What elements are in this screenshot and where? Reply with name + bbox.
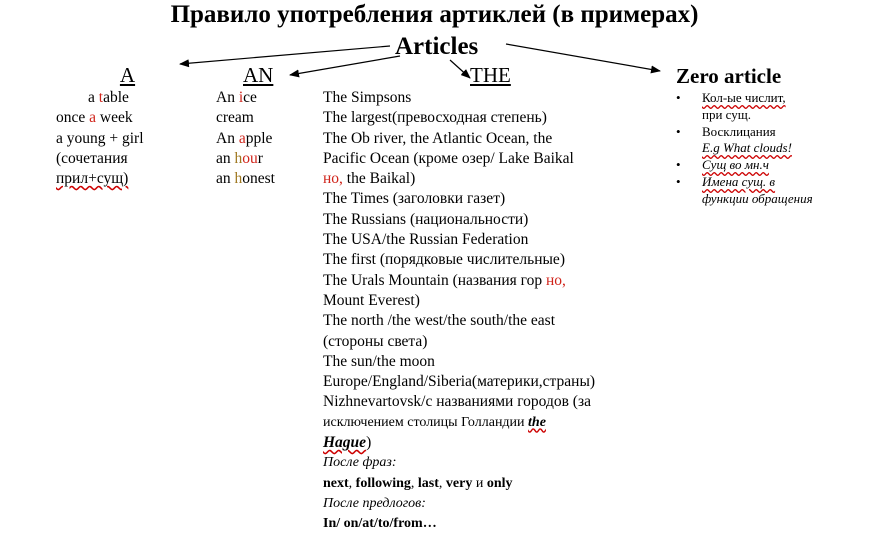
column-the-examples xyxy=(323,88,595,535)
example-a-table: a table xyxy=(88,89,129,106)
bullet-icon: • xyxy=(676,123,681,139)
the-line: The Simpsons xyxy=(323,89,412,106)
column-a-examples xyxy=(56,88,144,189)
the-line: После фраз: xyxy=(323,455,397,471)
the-line: Nizhnevartovsk/с названиями городов (за xyxy=(323,393,591,411)
the-line: The largest(превосходная степень) xyxy=(323,109,547,127)
the-line: The Russians (национальности) xyxy=(323,210,529,228)
bullet-icon: • xyxy=(676,90,681,105)
example-an-ice: An ice xyxy=(216,89,257,106)
heading-a: A xyxy=(119,63,136,87)
the-line: The north /the west/the south/the east xyxy=(323,312,556,330)
articles-label: Articles xyxy=(395,33,479,60)
the-line: next, following, last, very и only xyxy=(323,475,513,491)
arrow-to-the xyxy=(450,60,470,78)
bullet-icon: • xyxy=(676,173,681,189)
list-item: • Имена сущ. в функции обращения xyxy=(676,173,813,206)
example-once-a-week: once a week xyxy=(56,109,133,127)
column-an-examples xyxy=(216,88,275,189)
the-line: исключением столицы Голландии the xyxy=(323,414,546,430)
the-line: Pacific Ocean (кроме озер/ Lake Baikal xyxy=(323,149,574,167)
the-line: The Ob river, the Atlantic Ocean, the xyxy=(323,129,553,147)
the-line: (стороны света) xyxy=(323,332,428,350)
heading-zero-article: Zero article xyxy=(676,64,782,88)
example-cream: cream xyxy=(216,109,254,127)
heading-the: THE xyxy=(470,63,511,87)
the-line: In/ on/at/to/from… xyxy=(323,516,437,532)
list-item: • Сущ во мн.ч xyxy=(676,157,769,173)
example-young-girl: a young + girl xyxy=(56,129,144,147)
list-item: • Кол-ые числит, при сущ. xyxy=(676,90,786,122)
the-line: The Urals Mountain (названия гор но, xyxy=(323,271,566,289)
arrow-to-zero xyxy=(506,44,660,71)
example-an-apple: An apple xyxy=(216,129,273,147)
example-an-honest: an honest xyxy=(216,170,275,188)
bullet-icon: • xyxy=(676,157,681,173)
note-combination: (сочетания xyxy=(56,149,128,167)
the-line: The sun/the moon xyxy=(323,352,435,370)
heading-an: AN xyxy=(243,63,274,87)
arrow-to-an xyxy=(290,56,400,75)
the-line: После предлогов: xyxy=(323,495,426,511)
the-line: The Times (заголовки газет) xyxy=(323,190,506,208)
zero-article-list xyxy=(674,90,813,208)
the-line: Mount Everest) xyxy=(323,291,420,309)
the-line: The first (порядковые числительные) xyxy=(323,251,565,269)
list-item: • Восклицания E.g What clouds! xyxy=(676,123,792,156)
example-an-hour: an hour xyxy=(216,149,263,167)
the-line: но, the Baikal) xyxy=(323,170,416,188)
the-line: Europe/England/Siberia(материки,страны) xyxy=(323,373,596,391)
page-title: Правило употребления артиклей (в примерах) xyxy=(170,1,699,28)
the-line: The USA/the Russian Federation xyxy=(323,231,529,249)
note-adj-noun: прил+сущ) xyxy=(56,170,129,188)
arrow-to-a xyxy=(180,46,390,64)
the-line: Hague) xyxy=(323,434,372,452)
